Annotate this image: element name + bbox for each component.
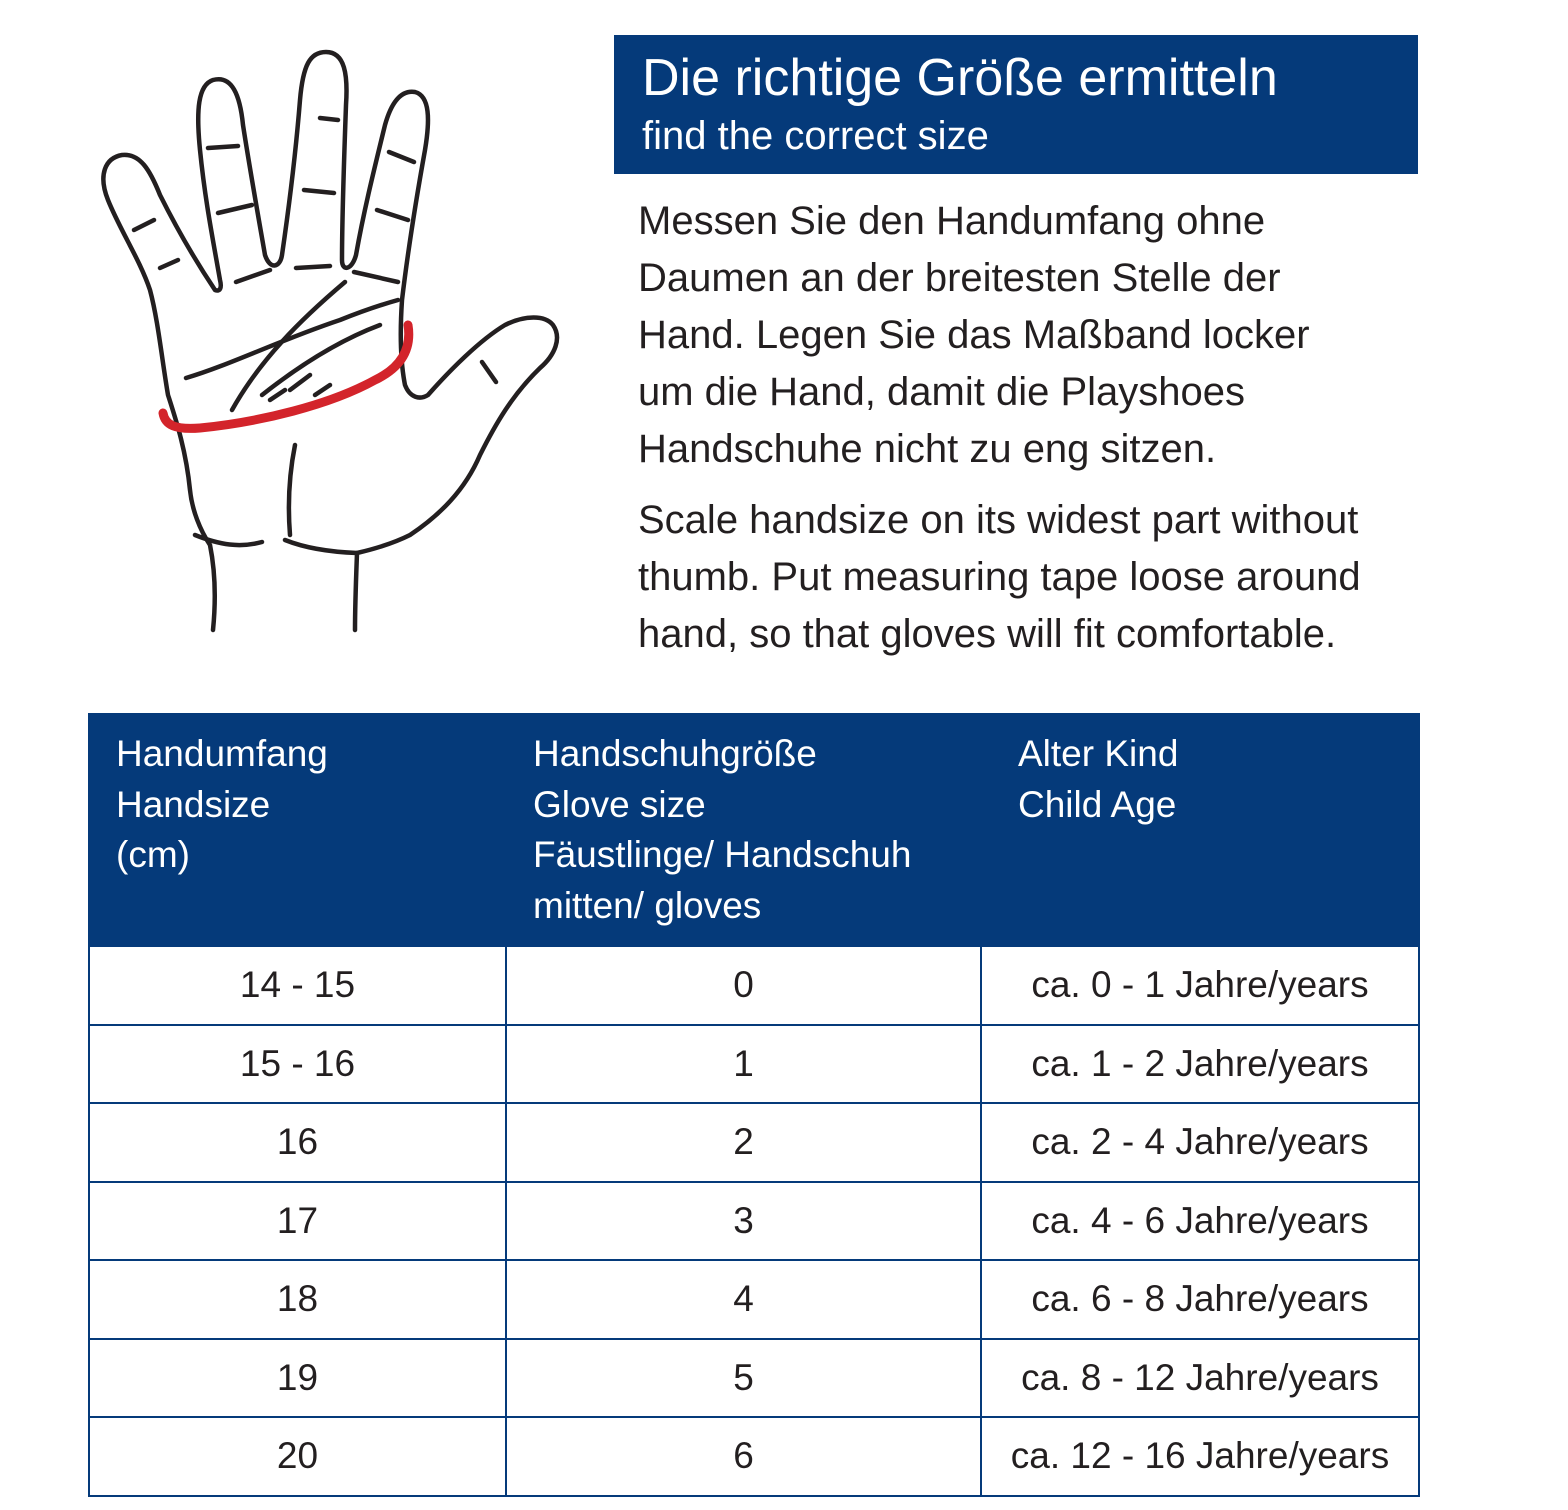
table-row [89,1339,1419,1418]
header-line: Child Age [1018,783,1177,825]
instruction-line: Handschuhe nicht zu eng sitzen. [638,427,1217,471]
instructions-german [638,193,1538,478]
cell-handsize: 16 [89,1103,506,1182]
table-header-row [89,713,1419,946]
title-banner [614,35,1418,174]
page-title: Die richtige Größe ermitteln [642,49,1278,107]
table-row [89,946,1419,1025]
hand-with-measuring-tape-icon [90,40,570,640]
header-line: Handumfang [116,733,328,774]
instruction-line: Scale handsize on its widest part without [638,498,1359,542]
header-child-age [981,713,1419,946]
instruction-line: Daumen an der breitesten Stelle der [638,256,1281,300]
header-line: Glove size [533,783,706,825]
instructions-english [638,492,1538,663]
header-line: mitten/ gloves [533,884,762,926]
cell-age: ca. 0 - 1 Jahre/years [981,946,1419,1025]
table-row [89,1260,1419,1339]
cell-handsize: 19 [89,1339,506,1418]
thumb-crease [482,362,496,382]
cell-age: ca. 6 - 8 Jahre/years [981,1260,1419,1339]
cell-handsize: 18 [89,1260,506,1339]
header-glove-size [506,713,981,946]
instruction-line: Hand. Legen Sie das Maßband locker [638,313,1310,357]
palm-line-heart [186,300,398,378]
table-row [89,1025,1419,1104]
instruction-line: Messen Sie den Handumfang ohne [638,199,1266,243]
header-line: Handsize [116,783,271,825]
table-row [89,1103,1419,1182]
palm-line-crease [289,445,295,535]
hand-outline [103,52,557,630]
header-line: (cm) [116,834,190,875]
cell-glove-size: 2 [506,1103,981,1182]
table-row [89,1417,1419,1496]
cell-handsize: 15 - 16 [89,1025,506,1104]
wrist-crease [195,535,357,553]
cell-glove-size: 3 [506,1182,981,1261]
palm-fine-lines [270,375,330,400]
measuring-instructions [638,193,1538,663]
cell-handsize: 20 [89,1417,506,1496]
header-line: Handschuhgröße [533,733,817,774]
size-chart-table [88,713,1420,1497]
cell-age: ca. 8 - 12 Jahre/years [981,1339,1419,1418]
cell-glove-size: 1 [506,1025,981,1104]
cell-age: ca. 12 - 16 Jahre/years [981,1417,1419,1496]
cell-glove-size: 6 [506,1417,981,1496]
cell-glove-size: 0 [506,946,981,1025]
cell-age: ca. 2 - 4 Jahre/years [981,1103,1419,1182]
header-line: Alter Kind [1018,733,1179,774]
cell-glove-size: 4 [506,1260,981,1339]
instruction-line: hand, so that gloves will fit comfortable. [638,612,1337,656]
cell-age: ca. 1 - 2 Jahre/years [981,1025,1419,1104]
finger-creases [134,118,414,282]
cell-handsize: 14 - 15 [89,946,506,1025]
header-line: Fäustlinge/ Handschuh [533,834,912,875]
cell-handsize: 17 [89,1182,506,1261]
instruction-line: thumb. Put measuring tape loose around [638,555,1361,599]
header-handsize [89,713,506,946]
table-row [89,1182,1419,1261]
cell-age: ca. 4 - 6 Jahre/years [981,1182,1419,1261]
instruction-line: um die Hand, damit die Playshoes [638,370,1245,414]
page-subtitle: find the correct size [642,114,989,158]
cell-glove-size: 5 [506,1339,981,1418]
